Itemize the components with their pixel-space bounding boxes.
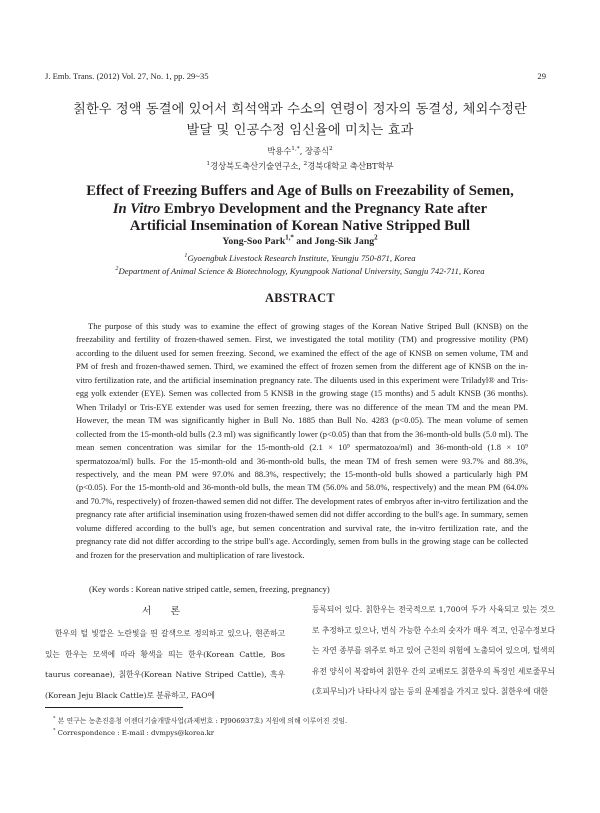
intro-right-column [312, 600, 555, 703]
english-title-italic: In Vitro [112, 200, 161, 217]
korean-affil-1: 경상북도축산기술연구소, [210, 161, 304, 171]
korean-authors [0, 145, 600, 157]
intro-heading: 서 론 [141, 606, 189, 617]
english-title [50, 183, 550, 236]
korean-affil-2: 경북대학교 축산BT학부 [307, 161, 394, 171]
english-title-line-2-rest: Embryo Development and the Pregnancy Rate after [160, 200, 488, 217]
footnote-funding [45, 715, 546, 727]
english-author-2: Jong-Sik Jang [314, 236, 375, 247]
english-affil-1-text: Gyoengbuk Livestock Research Institute, Yeungju 750-871, Korea [187, 253, 416, 263]
footnote-correspondence-text: Correspondence : E-mail : dvmpys@korea.kr [57, 729, 215, 737]
korean-author-sep: , [299, 146, 305, 156]
korean-title-line-2: 발달 및 인공수정 임신율에 미치는 효과 [186, 123, 414, 138]
footnote-funding-text: 본 연구는 농촌진흥청 어젠더기술개발사업(과제번호 : PJ906937호) 지원에 의해 이루어진 것임. [57, 717, 348, 725]
korean-author-1: 박용수 [267, 146, 292, 156]
english-author-1-sup: 1,* [285, 234, 294, 242]
english-author-2-sup: 2 [374, 234, 378, 242]
english-authors [0, 236, 600, 247]
korean-author-1-sup: 1,* [291, 146, 300, 153]
korean-author-2-sup: 2 [329, 146, 333, 153]
english-author-1: Yong-Soo Park [222, 236, 286, 247]
intro-left-paragraph: 한우의 털 빛깔은 노란빛을 띈 갈색으로 정의하고 있으나, 현존하고 있는 한우는 모색에 따라 황색을 띄는 한우(Korean Cattle, Bos taurus coreanae), 칡한우(Korean Native Striped Cattle), 흑우(Korean Jeju Black Cattle)로 분류하고, FAO에 [45, 629, 285, 700]
keywords: (Key words : Korean native striped cattle, semen, freezing, pregnancy) [89, 584, 330, 594]
running-header [45, 71, 546, 83]
footnotes [45, 715, 546, 739]
english-affiliation-2 [0, 266, 600, 276]
english-affil-1-sup: 1 [184, 253, 188, 260]
korean-affil-1-sup: 1 [206, 161, 211, 168]
english-affil-2-sup: 2 [115, 266, 119, 273]
english-title-line-3: Artificial Insemination of Korean Native Stripped Bull [129, 218, 471, 235]
english-author-and: and [293, 236, 315, 247]
journal-citation: J. Emb. Trans. (2012) Vol. 27, No. 1, pp. 29~35 [45, 71, 209, 81]
intro-right-paragraph: 등록되어 있다. 칡한우는 전국적으로 1,700여 두가 사육되고 있는 것으로 추정하고 있으나, 번식 가능한 수소의 숫자가 매우 적고, 인공수정보다는 자연 종부를 위주로 하고 있어 근친의 위험에 노출되어 있으며, 털색의 유전 양식이 복잡하여 칡한우 간의 교배로도 칡한우의 특징인 세로줄무늬(호피무늬)가 나타나지 않는 등의 문제점을 가지고 있다. 칡한우에 대한 [312, 605, 555, 696]
english-affiliation-1 [0, 253, 600, 263]
footnote-divider [45, 707, 183, 708]
footnote-correspondence [45, 727, 546, 739]
english-affil-2-text: Department of Animal Science & Biotechnology, Kyungpook National University, Sangju 742-711, Korea [118, 266, 485, 276]
abstract-text: The purpose of this study was to examine the effect of growing stages of the Korean Native Striped Bull (KNSB) on the freezability and fertility of frozen-thawed semen. First, we investigated the total motility (TM) and progressive motility (PM) according to the diluent used for semen freezing. Second, we examined the effect of the age of KNSB on semen volume, TM and PM of fresh and frozen-thawed semen. Third, we examined the effect of frozen semen from the different age of KNSB on the in-vitro fertilization rate, and the artificial insemination pregnancy rate. The diluents used in this experiment were Triladyl® and Tris-egg yolk extender (EYE). Semen was collected from 5 KNSB in the growing stage (15 months) and 5 adult KNSB (36 months). When Triladyl or Tris-EYE extender was used for semen freezing, there was no difference of the mean TM and the mean PM. However, the mean TM was significantly higher in Bull No. 1885 than Bull No. 4283 (p<0.05). The mean volume of semen collected from the 15-month-old bulls (2.3 ml) was significantly lower (p<0.05) than that from the 36-month-old bulls (5.0 ml). The mean semen concentration was similar for the 15-month-old (2.1 × 10⁹ spermatozoa/ml) and 36-month-old (1.8 × 10⁹ spermatozoa/ml) bulls. For the 15-month-old and 36-month-old bulls, the mean TM of fresh semen were 93.7% and 88.3%, respectively, and the mean PM were 97.0% and 88.3%, respectively; the 15-month-old bulls showed a particularly high PM (p<0.05). For the 15-month-old and 36-month-old bulls, the mean TM (56.0% and 58.0%, respectively) and the mean PM (64.0% and 70.7%, respectively) of frozen-thawed semen did not differ. The development rates of embryos after in-vitro fertilization and the pregnancy rate after artificial insemination using frozen-thawed semen did not differ according to the bull's age. In summary, semen volume differed according to the bull's age, but semen concentration and survival rate, the in-vitro fertilization rate, and the pregnancy rate did not differ according to the stripe bull's age. Accordingly, semen from bulls in the growing stage can be collected and frozen for the preservation and multiplication of rare livestock. [76, 321, 528, 560]
korean-title [40, 99, 560, 141]
english-title-line-1: Effect of Freezing Buffers and Age of Bulls on Freezability of Semen, [86, 183, 514, 199]
intro-left-column [45, 604, 285, 706]
korean-title-line-1: 칡한우 정액 동결에 있어서 희석액과 수소의 연령이 정자의 동결성, 체외수정란 [73, 102, 527, 117]
page-number: 29 [537, 71, 546, 81]
korean-affil-2-sup: 2 [303, 161, 308, 168]
abstract-heading: ABSTRACT [265, 291, 335, 305]
english-title-line-2 [50, 201, 550, 219]
korean-affiliations [0, 160, 600, 172]
footnote-correspondence-marker: * [53, 728, 56, 734]
korean-author-2: 장종식 [305, 146, 330, 156]
footnote-funding-marker: * [53, 716, 56, 722]
